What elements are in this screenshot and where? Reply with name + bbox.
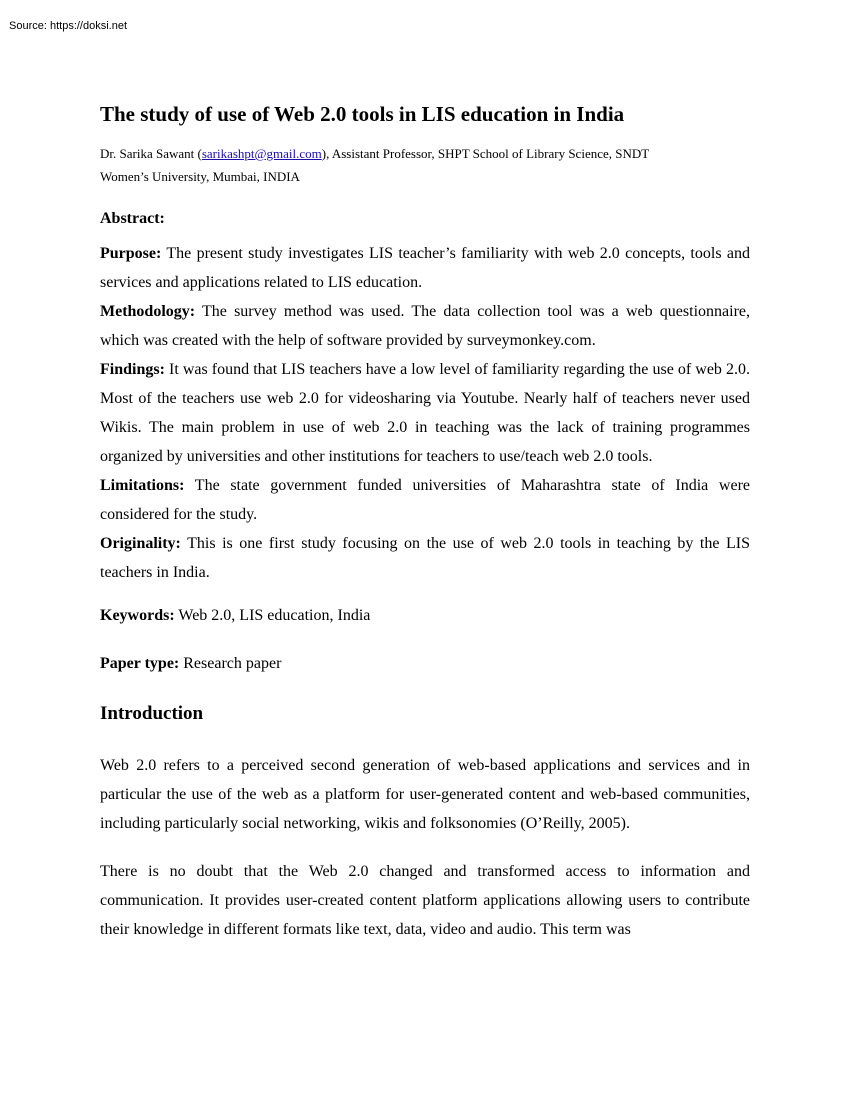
source-note: Source: https://doksi.net bbox=[9, 20, 128, 32]
paper-type bbox=[100, 652, 750, 676]
paper-type-text: Research paper bbox=[179, 655, 282, 672]
abstract-text: The survey method was used. The data collection tool was a web questionnaire, which was created with the help of software provided by surveymonkey.com. bbox=[100, 303, 750, 349]
keywords-text: Web 2.0, LIS education, India bbox=[174, 607, 371, 624]
abstract-label: Limitations: bbox=[100, 477, 185, 494]
keywords bbox=[100, 604, 750, 628]
author-byline bbox=[100, 142, 750, 188]
author-email-link[interactable]: sarikashpt@gmail.com bbox=[201, 146, 322, 161]
introduction-heading: Introduction bbox=[100, 703, 204, 724]
author-prefix: Dr. Sarika Sawant ( bbox=[100, 146, 202, 161]
abstract-limitations bbox=[100, 471, 750, 529]
paper-title: The study of use of Web 2.0 tools in LIS education in India bbox=[100, 102, 625, 126]
abstract-heading: Abstract: bbox=[100, 210, 165, 227]
abstract-originality bbox=[100, 529, 750, 587]
introduction-paragraph: There is no doubt that the Web 2.0 changed and transformed access to information and communication. It provides user-created content platform applications allowing users to contribute their knowledge in different formats like text, data, video and audio. This term was bbox=[100, 863, 750, 938]
author-affiliation: ), Assistant Professor, SHPT School of Library Science, SNDT bbox=[321, 146, 650, 161]
abstract-label: Purpose: bbox=[100, 245, 162, 262]
introduction-body bbox=[100, 751, 750, 944]
abstract-label: Originality: bbox=[100, 535, 181, 552]
paper-type-label: Paper type: bbox=[100, 655, 180, 672]
abstract-label: Methodology: bbox=[100, 303, 196, 320]
abstract-findings bbox=[100, 355, 750, 471]
author-affiliation-line2: Women’s University, Mumbai, INDIA bbox=[100, 169, 300, 184]
introduction-paragraph: Web 2.0 refers to a perceived second generation of web-based applications and services and in particular the use of the web as a platform for user-generated content and web-based communities, including particularly social networking, wikis and folksonomies (O’Reilly, 2005). bbox=[100, 757, 750, 832]
abstract-body bbox=[100, 239, 750, 587]
abstract-text: The present study investigates LIS teacher’s familiarity with web 2.0 concepts, tools and services and applications related to LIS education. bbox=[100, 245, 750, 291]
abstract-purpose bbox=[100, 239, 750, 297]
keywords-label: Keywords: bbox=[100, 607, 175, 624]
abstract-methodology bbox=[100, 297, 750, 355]
abstract-label: Findings: bbox=[100, 361, 165, 378]
abstract-text: The state government funded universities of Maharashtra state of India were considered for the study. bbox=[100, 477, 750, 523]
abstract-text: It was found that LIS teachers have a low level of familiarity regarding the use of web 2.0. Most of the teachers use web 2.0 for videosharing via Youtube. Nearly half of teachers never used Wikis. The main problem in use of web 2.0 in teaching was the lack of training programmes organized by universities and other institutions for teachers to use/teach web 2.0 tools. bbox=[100, 361, 750, 465]
abstract-text: This is one first study focusing on the use of web 2.0 tools in teaching by the LIS teachers in India. bbox=[100, 535, 750, 581]
paper-page bbox=[100, 98, 750, 944]
